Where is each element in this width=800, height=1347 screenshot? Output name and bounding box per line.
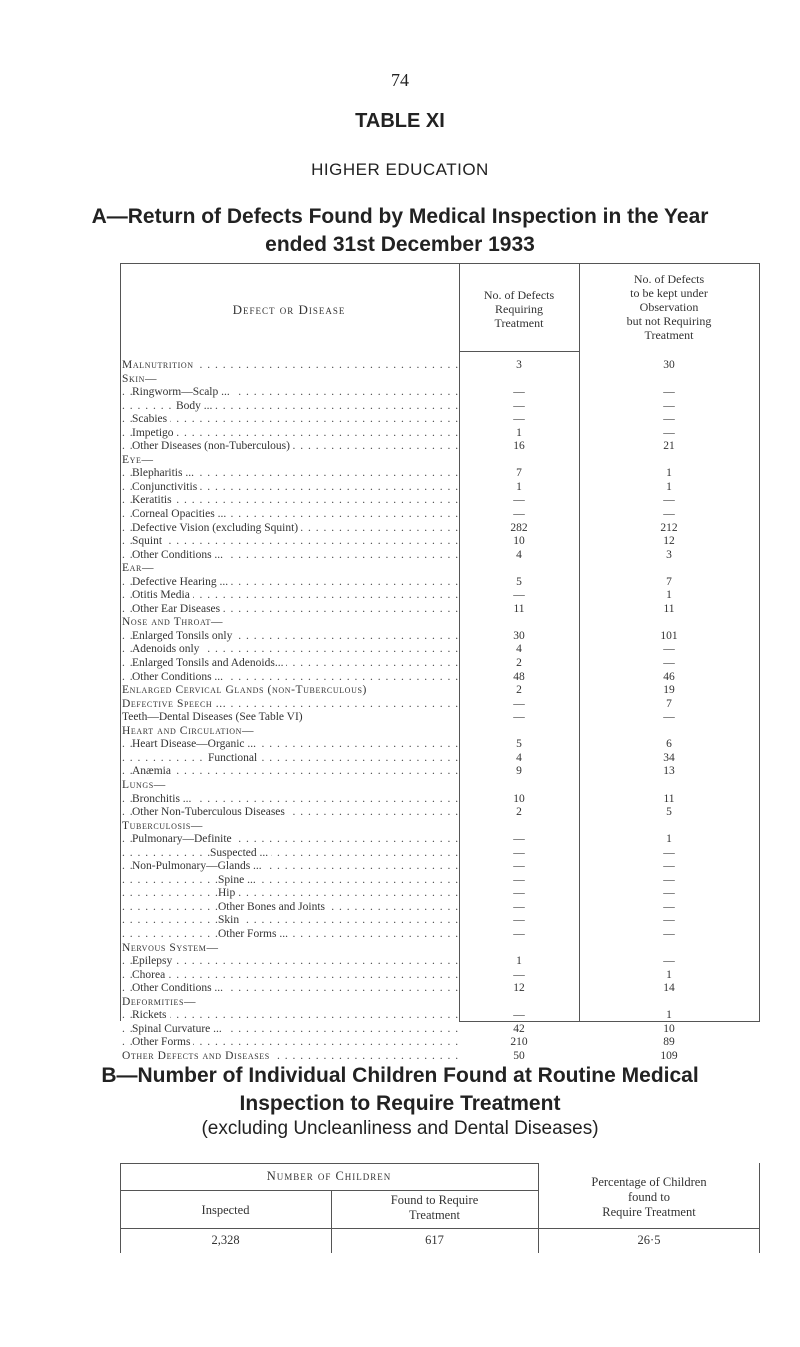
cell-under-observation: 5 — [666, 806, 672, 819]
section-b-title-line2: Inspection to Require Treatment — [239, 1092, 561, 1115]
cell-requiring-treatment: 2 — [516, 684, 522, 697]
cell-under-observation: 30 — [663, 359, 675, 371]
row-label: Other Conditions ... . . . — [122, 671, 458, 685]
cell-requiring-treatment: 2 — [516, 657, 522, 670]
cell-under-observation: — — [663, 386, 675, 399]
row-label: Malnutrition . . . — [122, 359, 458, 373]
cell-under-observation: — — [663, 643, 675, 656]
table-row — [120, 494, 760, 508]
cell-under-observation: 11 — [663, 602, 675, 615]
row-label: Squint . . . — [122, 535, 458, 549]
table-row — [120, 725, 760, 739]
row-label: Heart Disease—Organic ... . . . — [122, 738, 458, 752]
row-label: Other Ear Diseases . . . — [122, 603, 458, 617]
row-label: Spinal Curvature ... . . . — [122, 1023, 458, 1037]
table-row — [120, 481, 760, 495]
table-row — [120, 440, 760, 454]
table-row — [120, 887, 760, 901]
table-row — [120, 738, 760, 752]
row-label: Other Diseases (non-Tuberculous) . . . — [122, 440, 458, 454]
table-row — [120, 373, 760, 387]
cell-requiring-treatment: — — [513, 968, 525, 981]
cell-under-observation: 1 — [666, 1009, 672, 1022]
row-label: Other Defects and Diseases . . . — [122, 1050, 458, 1064]
row-label: Nervous System— — [122, 942, 458, 956]
row-label: Blepharitis ... . . . — [122, 467, 458, 481]
table-row — [120, 616, 760, 630]
cell-under-observation: 3 — [666, 548, 672, 561]
table-row — [120, 793, 760, 807]
cell-requiring-treatment: — — [513, 697, 525, 710]
table-row — [120, 427, 760, 441]
row-label: Defective Hearing ... . . . — [122, 576, 458, 590]
cell-requiring-treatment: 10 — [513, 792, 525, 805]
cell-requiring-treatment: 282 — [510, 521, 528, 534]
cell-under-observation: — — [663, 413, 675, 426]
cell-requiring-treatment: 2 — [516, 806, 522, 819]
row-label: Anæmia . . . — [122, 765, 458, 779]
table-row — [120, 914, 760, 928]
cell-under-observation: 34 — [663, 751, 675, 764]
cell-requiring-treatment: — — [513, 386, 525, 399]
row-label: Non-Pulmonary—Glands ... . . . — [122, 860, 458, 874]
header-percentage: Percentage of Children found to Require Treatment — [591, 1175, 707, 1219]
table-row — [120, 630, 760, 644]
cell-requiring-treatment: 4 — [516, 548, 522, 561]
row-label: Epilepsy . . . — [122, 955, 458, 969]
cell-requiring-treatment: 42 — [513, 1022, 525, 1035]
cell-under-observation: — — [663, 955, 675, 968]
row-label: Enlarged Cervical Glands (non-Tuberculous) — [122, 684, 458, 698]
table-row — [120, 955, 760, 969]
cell-under-observation: — — [663, 399, 675, 412]
row-label: Nose and Throat— — [122, 616, 458, 630]
table-row — [120, 549, 760, 563]
table-row — [120, 467, 760, 481]
cell-under-observation: 10 — [663, 1022, 675, 1035]
section-a-title-line2: ended 31st December 1933 — [265, 233, 535, 256]
table-row — [120, 657, 760, 671]
header-defect: Defect or Disease — [232, 302, 346, 317]
cell-under-observation: 19 — [663, 684, 675, 697]
table-row — [120, 643, 760, 657]
row-label: Functional . . . — [122, 752, 458, 766]
row-label: Rickets . . . — [122, 1009, 458, 1023]
cell-under-observation: 21 — [663, 440, 675, 453]
row-label: Eye— — [122, 454, 458, 468]
cell-requiring-treatment: 16 — [513, 440, 525, 453]
row-label: Skin . . . — [122, 914, 458, 928]
row-label: Body ... . . . — [122, 400, 458, 414]
table-title: TABLE XI — [355, 110, 445, 132]
row-label: Other Bones and Joints . . . — [122, 901, 458, 915]
cell-requiring-treatment: 4 — [516, 751, 522, 764]
row-label: Scabies . . . — [122, 413, 458, 427]
cell-requiring-treatment: — — [513, 711, 525, 724]
header-inspected: Inspected — [201, 1203, 250, 1217]
cell-under-observation: — — [663, 860, 675, 873]
cell-under-observation: 1 — [666, 589, 672, 602]
cell-requiring-treatment: 1 — [516, 955, 522, 968]
cell-under-observation: 14 — [663, 982, 675, 995]
table-body — [120, 359, 760, 1063]
b-header-rule — [120, 1228, 760, 1229]
table-row — [120, 522, 760, 536]
cell-requiring-treatment: 1 — [516, 426, 522, 439]
table-row — [120, 698, 760, 712]
row-label: Suspected ... . . . — [122, 847, 458, 861]
cell-requiring-treatment: — — [513, 846, 525, 859]
cell-under-observation: 1 — [666, 833, 672, 846]
row-label: Spine ... . . . — [122, 874, 458, 888]
row-label: Heart and Circulation— — [122, 725, 458, 739]
row-label: Pulmonary—Definite . . . — [122, 833, 458, 847]
cell-requiring-treatment: 1 — [516, 480, 522, 493]
section-b-title — [40, 1062, 760, 1118]
cell-requiring-treatment: 30 — [513, 629, 525, 642]
cell-requiring-treatment: 4 — [516, 643, 522, 656]
table-row — [120, 535, 760, 549]
cell-requiring-treatment: — — [513, 508, 525, 521]
cell-requiring-treatment: 7 — [516, 467, 522, 480]
row-label: Skin— — [122, 373, 458, 387]
table-row — [120, 359, 760, 373]
table-row — [120, 684, 760, 698]
table-row — [120, 671, 760, 685]
cell-under-observation: 11 — [663, 792, 675, 805]
cell-requiring-treatment: 3 — [516, 359, 522, 371]
row-label: Bronchitis ... . . . — [122, 793, 458, 807]
table-row — [120, 413, 760, 427]
table-row — [120, 1009, 760, 1023]
table-row — [120, 982, 760, 996]
table-row — [120, 589, 760, 603]
cell-requiring-treatment: — — [513, 399, 525, 412]
table-row — [120, 576, 760, 590]
cell-requiring-treatment: 48 — [513, 670, 525, 683]
cell-under-observation: 13 — [663, 765, 675, 778]
cell-requiring-treatment: 50 — [513, 1049, 525, 1062]
row-label: Keratitis . . . — [122, 494, 458, 508]
table-row — [120, 969, 760, 983]
cell-under-observation: 7 — [666, 697, 672, 710]
table-row — [120, 765, 760, 779]
table-subtitle: HIGHER EDUCATION — [311, 160, 489, 179]
row-label: Enlarged Tonsils and Adenoids... . . . — [122, 657, 458, 671]
table-row — [120, 996, 760, 1010]
row-label: Other Conditions ... . . . — [122, 549, 458, 563]
row-label: Other Conditions ... . . . — [122, 982, 458, 996]
cell-requiring-treatment: — — [513, 1009, 525, 1022]
cell-under-observation: 1 — [666, 480, 672, 493]
cell-requiring-treatment: — — [513, 887, 525, 900]
cell-under-observation: 212 — [660, 521, 678, 534]
b-sub-rule — [120, 1190, 538, 1191]
table-row — [120, 928, 760, 942]
row-label: Hip . . . — [122, 887, 458, 901]
cell-requiring-treatment: 5 — [516, 738, 522, 751]
cell-under-observation: — — [663, 426, 675, 439]
section-a-title-line1: A—Return of Defects Found by Medical Inspection in the Year — [91, 205, 709, 228]
cell-requiring-treatment: 5 — [516, 575, 522, 588]
cell-requiring-treatment: — — [513, 873, 525, 886]
row-label: Impetigo . . . — [122, 427, 458, 441]
col1-header-rule — [459, 351, 579, 352]
row-label: Conjunctivitis . . . — [122, 481, 458, 495]
value-found: 617 — [425, 1233, 444, 1247]
cell-under-observation: 109 — [660, 1049, 678, 1062]
row-label: Ear— — [122, 562, 458, 576]
cell-under-observation: — — [663, 711, 675, 724]
cell-under-observation: 101 — [660, 629, 678, 642]
table-row — [120, 901, 760, 915]
cell-requiring-treatment: — — [513, 589, 525, 602]
header-number-of-children: Number of Children — [266, 1169, 392, 1183]
row-label: Otitis Media . . . — [122, 589, 458, 603]
b-top-rule — [120, 1163, 538, 1164]
table-row — [120, 454, 760, 468]
page-number: 74 — [391, 70, 409, 90]
header-under-observation: No. of Defects to be kept under Observation but not Requiring Treatment — [626, 272, 712, 342]
row-label: Chorea . . . — [122, 969, 458, 983]
table-row — [120, 711, 760, 725]
table-row — [120, 833, 760, 847]
cell-under-observation: — — [663, 508, 675, 521]
cell-under-observation: — — [663, 914, 675, 927]
cell-under-observation: — — [663, 900, 675, 913]
section-b-title-line1: B—Number of Individual Children Found at Routine Medical — [101, 1064, 699, 1087]
row-label: Other Forms ... . . . — [122, 928, 458, 942]
table-row — [120, 847, 760, 861]
row-label: Adenoids only . . . — [122, 643, 458, 657]
table-row — [120, 603, 760, 617]
row-label: Other Non-Tuberculous Diseases . . . — [122, 806, 458, 820]
cell-requiring-treatment: — — [513, 494, 525, 507]
header-requiring-treatment: No. of Defects Requiring Treatment — [483, 288, 555, 330]
cell-requiring-treatment: 9 — [516, 765, 522, 778]
row-label: Corneal Opacities ... . . . — [122, 508, 458, 522]
cell-under-observation: 89 — [663, 1036, 675, 1049]
cell-under-observation: 12 — [663, 535, 675, 548]
row-label: Defective Vision (excluding Squint) . . . — [122, 522, 458, 536]
table-row — [120, 562, 760, 576]
value-inspected: 2,328 — [211, 1233, 240, 1247]
cell-under-observation: — — [663, 927, 675, 940]
value-percentage: 26·5 — [637, 1233, 661, 1247]
table-row — [120, 1023, 760, 1037]
section-a-title — [40, 203, 760, 259]
cell-under-observation: 1 — [666, 467, 672, 480]
row-label: Tuberculosis— — [122, 820, 458, 834]
cell-requiring-treatment: — — [513, 900, 525, 913]
table-row — [120, 400, 760, 414]
cell-requiring-treatment: — — [513, 927, 525, 940]
row-label: Other Forms . . . — [122, 1036, 458, 1050]
cell-requiring-treatment: — — [513, 914, 525, 927]
row-label: Deformities— — [122, 996, 458, 1010]
cell-requiring-treatment: — — [513, 860, 525, 873]
defects-table — [120, 263, 760, 1062]
cell-under-observation: 1 — [666, 968, 672, 981]
row-label: Defective Speech ... . . . — [122, 698, 458, 712]
cell-requiring-treatment: 210 — [510, 1036, 528, 1049]
cell-under-observation: — — [663, 657, 675, 670]
cell-under-observation: — — [663, 846, 675, 859]
table-row — [120, 942, 760, 956]
row-label: Teeth—Dental Diseases (See Table VI) — [122, 711, 458, 725]
table-row — [120, 806, 760, 820]
table-row — [120, 1036, 760, 1050]
cell-requiring-treatment: 11 — [513, 602, 525, 615]
cell-requiring-treatment: 10 — [513, 535, 525, 548]
section-b-note: (excluding Uncleanliness and Dental Diseases) — [201, 1118, 599, 1139]
table-row — [120, 752, 760, 766]
cell-requiring-treatment: — — [513, 413, 525, 426]
table-row — [120, 860, 760, 874]
table-row — [120, 820, 760, 834]
header-found: Found to Require Treatment — [390, 1193, 479, 1222]
cell-under-observation: 6 — [666, 738, 672, 751]
cell-requiring-treatment: — — [513, 833, 525, 846]
cell-under-observation: — — [663, 494, 675, 507]
row-label: Enlarged Tonsils only . . . — [122, 630, 458, 644]
table-row — [120, 874, 760, 888]
table-row — [120, 779, 760, 793]
children-table — [120, 1163, 760, 1253]
cell-under-observation: 46 — [663, 670, 675, 683]
row-label: Ringworm—Scalp ... . . . — [122, 386, 458, 400]
table-row — [120, 508, 760, 522]
cell-under-observation: — — [663, 873, 675, 886]
row-label: Lungs— — [122, 779, 458, 793]
cell-requiring-treatment: 12 — [513, 982, 525, 995]
table-row — [120, 386, 760, 400]
cell-under-observation: — — [663, 887, 675, 900]
table-top-rule — [120, 263, 760, 264]
cell-under-observation: 7 — [666, 575, 672, 588]
